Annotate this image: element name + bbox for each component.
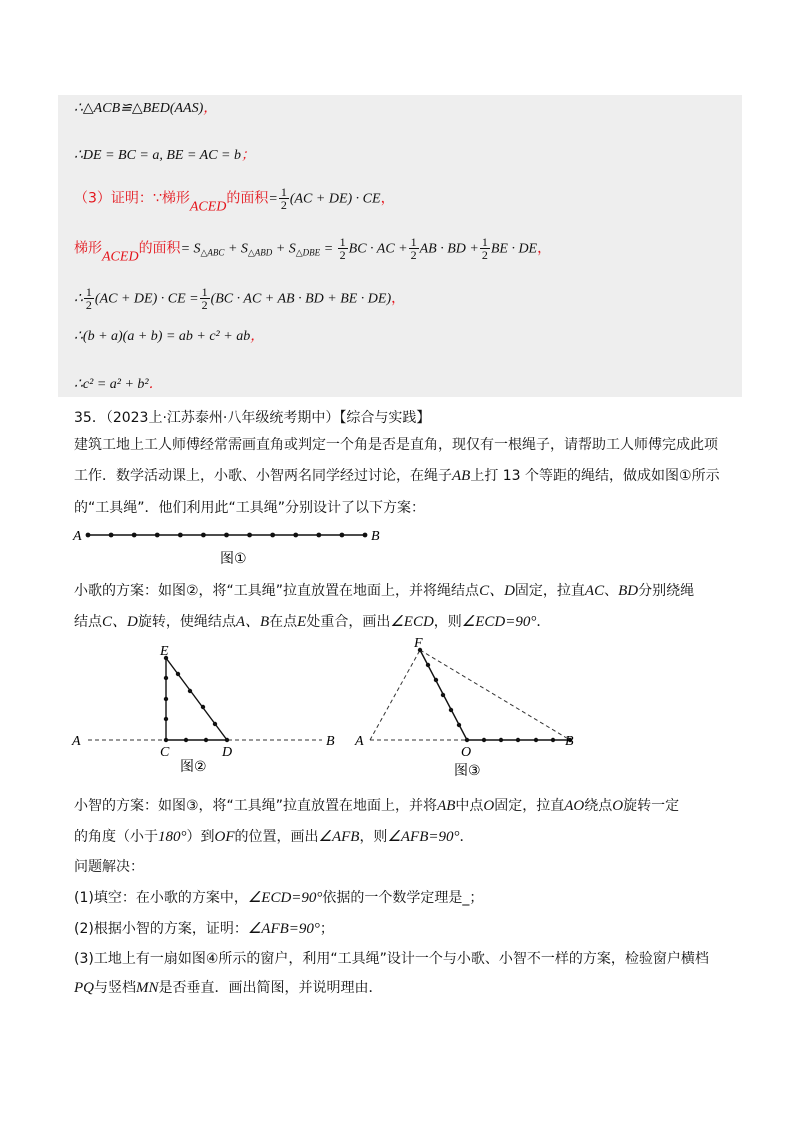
proof-prefix: （3）证明：∵梯形 (74, 190, 190, 207)
knot (224, 533, 229, 538)
label-b: B (326, 734, 335, 749)
fraction-den: 2 (280, 198, 287, 212)
math: 180° (158, 829, 187, 845)
knot (534, 738, 538, 742)
knot (340, 533, 345, 538)
text: 工作．数学活动课上，小歌、小智两名同学经过讨论，在绳子 (74, 468, 452, 484)
therefore: ∴ (74, 291, 83, 307)
text: 、 (604, 583, 619, 599)
text: 小歌的方案：如图②，将“工具绳”拉直放置在地面上，并将绳结点 (74, 583, 480, 599)
knot (225, 738, 229, 742)
figure-3-label: 图③ (454, 763, 481, 779)
trapezoid-word: 梯形 (74, 240, 102, 257)
knot (188, 689, 192, 693)
knot (155, 533, 160, 538)
fraction-den: 2 (481, 248, 488, 262)
knot (516, 738, 520, 742)
fraction-num: 1 (339, 235, 346, 249)
math: A、B (235, 614, 270, 630)
line-mark: ， (380, 190, 395, 207)
text: (1)填空：在小歌的方案中， (74, 890, 248, 906)
fraction-num: 1 (481, 235, 488, 249)
knot (201, 705, 205, 709)
text: 绕点 (584, 798, 613, 814)
text: 旋转一定 (623, 798, 680, 814)
fraction-den: 2 (339, 248, 346, 262)
equal-sides-statement: ∴DE = BC = a, BE = AC = b (74, 148, 241, 163)
label-b: B (371, 529, 380, 544)
text: ）到 (186, 829, 215, 845)
line-mark: ． (148, 377, 163, 392)
text: 的角度（小于 (74, 829, 158, 845)
knot (204, 738, 208, 742)
equals: = (268, 191, 278, 207)
line-mark: ； (241, 148, 255, 163)
subscript-abc: △ABC (200, 247, 225, 258)
term-2: AB · BD + (419, 241, 479, 257)
figure-1-label: 图① (220, 551, 247, 567)
knot (164, 738, 168, 742)
line-mark: ， (203, 101, 218, 116)
text: (2)根据小智的方案，证明： (74, 921, 248, 937)
segment-ed (166, 658, 227, 740)
text: 小智的方案：如图③，将“工具绳”拉直放置在地面上，并将 (74, 798, 438, 814)
text: 固定，拉直 (494, 798, 565, 814)
math: ∠ECD=90° (247, 890, 323, 906)
problem-solving-title: 问题解决： (74, 859, 144, 875)
fraction-den: 2 (85, 298, 92, 312)
math: ∠AFB=90° (387, 829, 460, 845)
math: O (612, 798, 624, 814)
term-3: BE · DE (490, 241, 538, 257)
trapezoid-name: ACED (189, 199, 227, 215)
label-e: E (160, 644, 169, 659)
math: ∠AFB (318, 829, 360, 845)
segment-af-dashed (370, 650, 420, 740)
plus: + S (272, 241, 296, 257)
math: C、D (479, 583, 515, 599)
question-3-line-1: (3)工地上有一扇如图④所示的窗户，利用“工具绳”设计一个与小歌、小智不一样的方案，检验窗户横档 (74, 951, 709, 967)
figure-1 (72, 529, 380, 567)
pythagoras-conclusion: ∴c² = a² + b² (74, 377, 149, 392)
math: O (483, 798, 495, 814)
fraction-num: 1 (85, 285, 92, 299)
problem-paragraph-3: 的“工具绳”．他们利用此“工具绳”分别设计了以下方案： (74, 500, 426, 516)
label-d: D (222, 745, 233, 760)
area-sum-start: = S (180, 241, 201, 257)
knot (426, 663, 430, 667)
label-a: A (73, 529, 82, 544)
knot (176, 672, 180, 676)
congruence-statement: ∴△ACB≌△BED(AAS) (74, 101, 204, 116)
right-side: (BC · AC + AB · BD + BE · DE) (210, 291, 392, 307)
math-pq: PQ (74, 980, 94, 996)
figure-2-label: 图② (180, 759, 207, 775)
figure-3 (354, 636, 574, 779)
text: ； (319, 921, 334, 937)
text: 是否垂直．画出简图，并说明理由． (158, 980, 383, 996)
text: 与竖档 (94, 980, 136, 996)
math: AC (584, 583, 605, 599)
text: 上打 13 个等距的绳结，做成如图①所示 (470, 468, 720, 484)
knot (109, 533, 114, 538)
text: 旋转，使绳结点 (137, 614, 236, 630)
knot (201, 533, 206, 538)
area-word: 的面积 (226, 190, 269, 207)
math: AO (564, 798, 585, 814)
text: 处重合，画出 (306, 614, 391, 630)
label-b: B (565, 734, 574, 749)
line-mark: ， (250, 329, 265, 344)
fraction-num: 1 (201, 285, 208, 299)
math: BD (618, 583, 639, 599)
problem-paragraph-1: 建筑工地上工人师傅经常需画直角或判定一个角是否是直角，现仅有一根绳子，请帮助工人师傅完成此项 (74, 437, 718, 453)
label-a: A (72, 734, 81, 749)
math: ∠ECD=90° (461, 614, 537, 630)
label-a: A (355, 734, 364, 749)
equals: = (320, 241, 337, 257)
knot (178, 533, 183, 538)
knot (184, 738, 188, 742)
math: ∠ECD (390, 614, 434, 630)
math-mn: MN (136, 980, 159, 996)
math: AB (437, 798, 456, 814)
plus: + S (224, 241, 248, 257)
knot (270, 533, 275, 538)
knot (465, 738, 469, 742)
text: 依据的一个数学定理是_； (322, 890, 484, 906)
knot (247, 533, 252, 538)
fraction-num: 1 (280, 185, 287, 199)
knot (164, 697, 168, 701)
knot (164, 676, 168, 680)
math: C、D (102, 614, 138, 630)
knot (363, 533, 368, 538)
area-word: 的面积 (138, 240, 181, 257)
text: 结点 (74, 614, 102, 630)
text: ，则 (359, 829, 388, 845)
math-ab: AB (452, 468, 471, 484)
fraction-num: 1 (410, 235, 417, 249)
subscript-dbe: △DBE (295, 247, 321, 258)
label-f: F (414, 636, 423, 651)
knot (164, 717, 168, 721)
figure-2 (71, 644, 335, 775)
area-expression: (AC + DE) · CE (289, 191, 381, 207)
expansion-statement: ∴(b + a)(a + b) = ab + c² + ab (74, 329, 251, 344)
text: ，则 (433, 614, 462, 630)
text: ． (459, 829, 474, 845)
left-side: (AC + DE) · CE = (94, 291, 199, 307)
knot (316, 533, 321, 538)
subscript-abd: △ABD (247, 247, 273, 258)
knot (457, 723, 461, 727)
line-mark: ， (391, 290, 406, 307)
text: 固定，拉直 (514, 583, 585, 599)
math: ∠AFB=90° (247, 921, 320, 937)
knot (86, 533, 91, 538)
line-mark: ， (537, 240, 552, 257)
math: OF (214, 829, 235, 845)
text: ． (536, 614, 551, 630)
knot (434, 678, 438, 682)
knot (449, 708, 453, 712)
knot (482, 738, 486, 742)
problem-header: 35．（2023上·江苏泰州·八年级统考期中）【综合与实践】 (74, 410, 431, 426)
knot (551, 738, 555, 742)
knot (441, 693, 445, 697)
fraction-den: 2 (201, 298, 208, 312)
text: 中点 (455, 798, 484, 814)
trapezoid-name: ACED (102, 249, 139, 265)
knot (213, 722, 217, 726)
knot (499, 738, 503, 742)
text: 在点 (269, 614, 298, 630)
term-1: BC · AC + (348, 241, 408, 257)
text: 的位置，画出 (234, 829, 319, 845)
label-c: C (160, 745, 170, 760)
knot (293, 533, 298, 538)
label-o: O (461, 745, 472, 760)
fraction-den: 2 (410, 248, 417, 262)
text: 分别绕绳 (638, 583, 695, 599)
math: E (297, 614, 307, 630)
knot (132, 533, 137, 538)
